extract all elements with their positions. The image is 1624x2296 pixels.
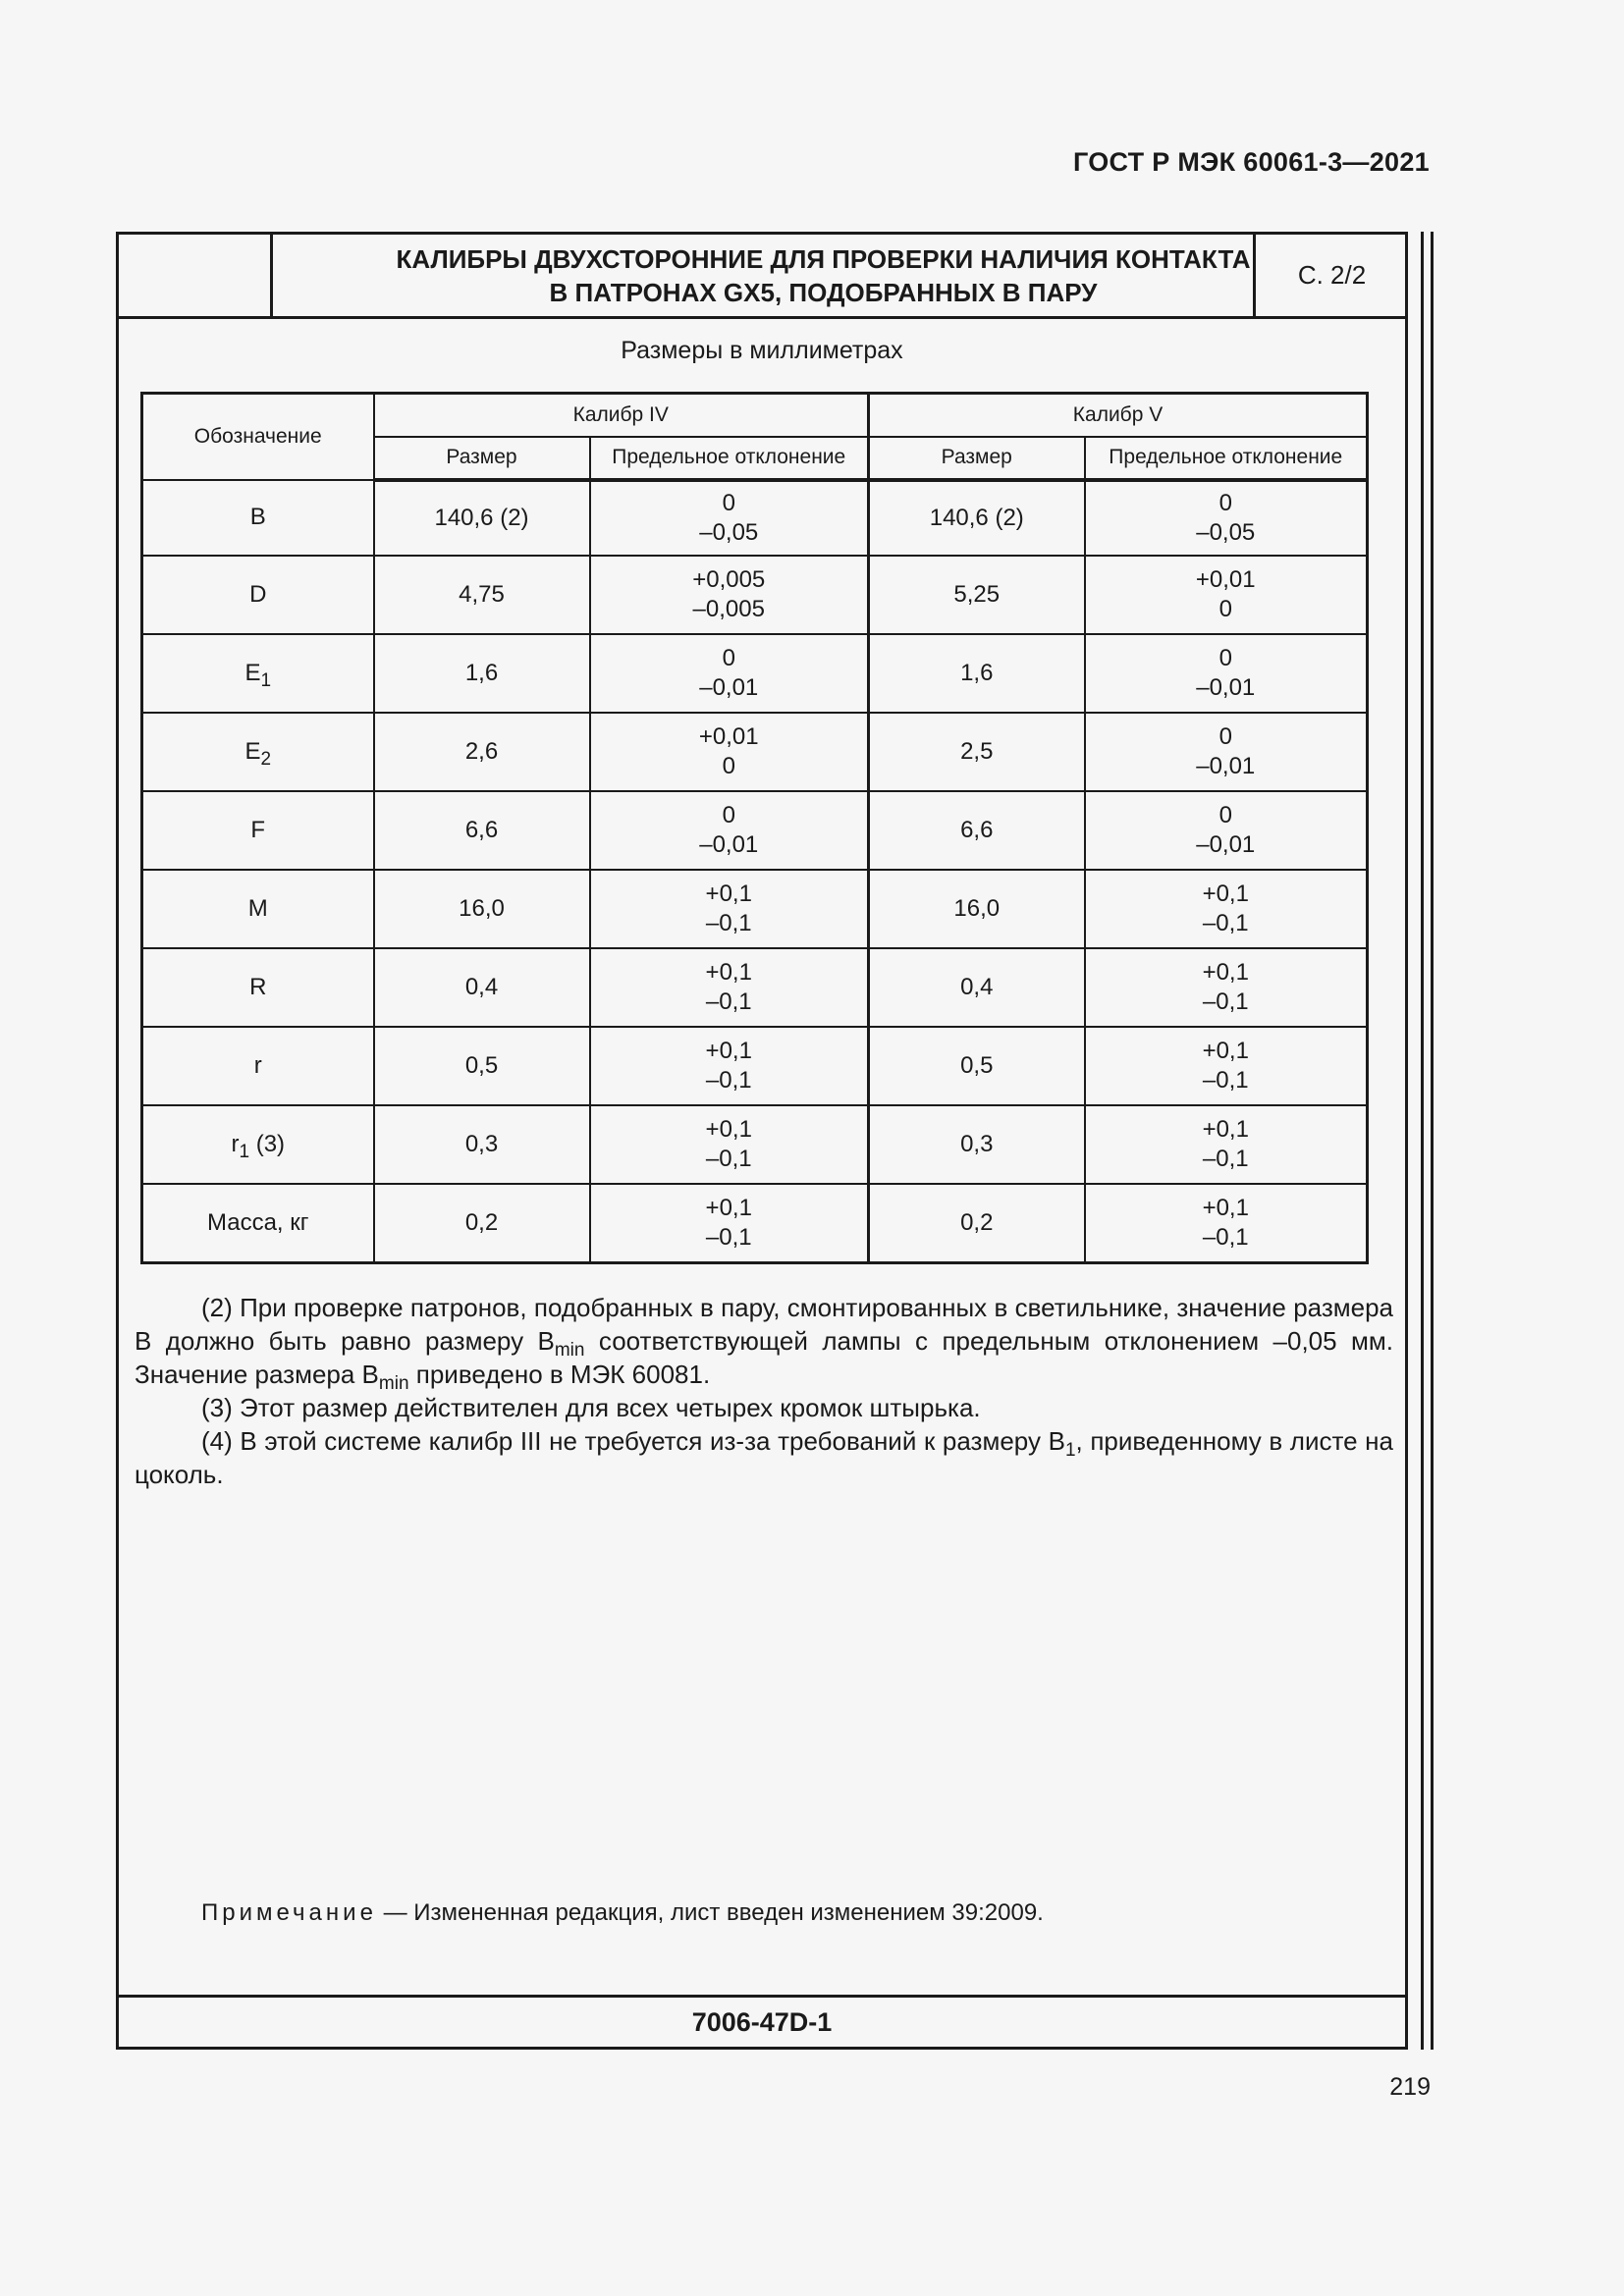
tolerance-upper: 0 bbox=[722, 489, 735, 516]
sheet-title-line-1: КАЛИБРЫ ДВУХСТОРОННИЕ ДЛЯ ПРОВЕРКИ НАЛИЧИЯ КОНТАКТА bbox=[396, 243, 1251, 274]
header-gauge-iv: Калибр IV bbox=[374, 394, 869, 437]
designation-symbol: r bbox=[253, 1051, 262, 1079]
table-row bbox=[142, 1184, 1368, 1263]
cell-tolerance bbox=[590, 713, 869, 791]
sheet-title-line-2: В ПАТРОНАХ GX5, ПОДОБРАННЫХ В ПАРУ bbox=[549, 277, 1098, 307]
footnote-4-text: (4) В этой системе калибр III не требуется из-за требований к размеру B bbox=[201, 1426, 1065, 1456]
cell-size bbox=[869, 791, 1085, 870]
cell-designation bbox=[142, 634, 374, 713]
header-designation: Обозначение bbox=[142, 394, 374, 480]
cell-tolerance bbox=[1085, 480, 1368, 556]
tolerance-upper: 0 bbox=[1218, 801, 1232, 828]
cell-tolerance bbox=[1085, 948, 1368, 1027]
designation-symbol: D bbox=[249, 580, 267, 608]
remark bbox=[201, 1899, 1044, 1927]
size-value: 0,3 bbox=[960, 1130, 994, 1157]
cell-tolerance bbox=[590, 1184, 869, 1263]
cell-size bbox=[374, 870, 590, 948]
cell-tolerance bbox=[590, 948, 869, 1027]
tolerance-upper: +0,1 bbox=[705, 1194, 752, 1221]
size-value: 16,0 bbox=[459, 894, 505, 922]
cell-size bbox=[374, 1027, 590, 1105]
designation-symbol: Масса, кг bbox=[206, 1208, 309, 1236]
cell-tolerance bbox=[590, 1105, 869, 1184]
tolerance-upper: +0,01 bbox=[698, 722, 759, 750]
tolerance-upper: +0,1 bbox=[1202, 1037, 1249, 1064]
tolerance-lower: –0,005 bbox=[692, 595, 765, 622]
footnote-4-text: , приведенному в листе на цоколь. bbox=[135, 1426, 1394, 1489]
footnote-2 bbox=[135, 1291, 1393, 1394]
cell-tolerance bbox=[1085, 1027, 1368, 1105]
sheet-title bbox=[276, 235, 1371, 316]
table-row bbox=[142, 791, 1368, 870]
cell-tolerance bbox=[1085, 791, 1368, 870]
size-value: 0,4 bbox=[960, 973, 994, 1000]
remark-text: — Измененная редакция, лист введен изменением 39:2009. bbox=[376, 1899, 1044, 1926]
tolerance-lower: –0,1 bbox=[705, 1066, 752, 1094]
subscript: 2 bbox=[260, 748, 272, 770]
tolerance-lower: –0,1 bbox=[1202, 909, 1249, 936]
tolerance-lower: 0 bbox=[1218, 595, 1232, 622]
tolerance-upper: +0,1 bbox=[1202, 1194, 1249, 1221]
tolerance-lower: –0,1 bbox=[1202, 1066, 1249, 1094]
cell-designation bbox=[142, 948, 374, 1027]
size-value: 0,2 bbox=[464, 1208, 499, 1236]
frame-rail bbox=[1421, 232, 1424, 2050]
subscript: 1 bbox=[239, 1141, 250, 1162]
cell-tolerance bbox=[1085, 1184, 1368, 1263]
footnote-2-text: приведено в МЭК 60081. bbox=[408, 1360, 711, 1389]
subscript: 1 bbox=[1064, 1440, 1076, 1461]
table-row bbox=[142, 634, 1368, 713]
tolerance-lower: –0,05 bbox=[1196, 518, 1256, 546]
tolerance-lower: –0,1 bbox=[705, 988, 752, 1015]
table-row bbox=[142, 713, 1368, 791]
table-row bbox=[142, 480, 1368, 556]
tolerance-lower: –0,1 bbox=[1202, 988, 1249, 1015]
size-value: 0,4 bbox=[464, 973, 499, 1000]
remark-label: Примечание bbox=[201, 1899, 377, 1926]
tolerance-upper: +0,1 bbox=[1202, 958, 1249, 986]
header-size: Размер bbox=[374, 437, 590, 480]
tolerance-lower: –0,1 bbox=[705, 1145, 752, 1172]
cell-tolerance bbox=[590, 556, 869, 634]
cell-designation bbox=[142, 791, 374, 870]
cell-size bbox=[869, 713, 1085, 791]
cell-tolerance bbox=[590, 1027, 869, 1105]
tolerance-lower: –0,1 bbox=[705, 909, 752, 936]
table-row bbox=[142, 870, 1368, 948]
size-value: 2,6 bbox=[464, 737, 499, 765]
cell-size bbox=[869, 1105, 1085, 1184]
tolerance-upper: +0,1 bbox=[705, 880, 752, 907]
tolerance-lower: –0,05 bbox=[699, 518, 759, 546]
size-value: 16,0 bbox=[953, 894, 1001, 922]
footnote-2-text: соответствующей лампы с предельным отклонением –0,05 мм. Значение размера B bbox=[135, 1326, 1393, 1389]
size-value: 0,5 bbox=[464, 1051, 499, 1079]
sheet-code: 7006-47D-1 bbox=[119, 1995, 1405, 2047]
title-block bbox=[119, 235, 1405, 319]
designation-symbol: R bbox=[249, 973, 267, 1000]
cell-tolerance bbox=[1085, 1105, 1368, 1184]
tolerance-lower: –0,1 bbox=[1202, 1223, 1249, 1251]
size-value: 6,6 bbox=[464, 816, 499, 843]
cell-tolerance bbox=[1085, 870, 1368, 948]
cell-tolerance bbox=[590, 870, 869, 948]
tolerance-upper: +0,005 bbox=[692, 565, 766, 593]
table-row bbox=[142, 948, 1368, 1027]
cell-size bbox=[869, 1027, 1085, 1105]
tolerance-upper: +0,1 bbox=[705, 1115, 752, 1143]
tolerance-lower: –0,01 bbox=[699, 673, 759, 701]
footnote-2-text: (2) При проверке патронов, подобранных в пару, смонтированных в светильнике, значение размера B должно быть равно размеру B bbox=[135, 1293, 1393, 1356]
tolerance-lower: –0,01 bbox=[1196, 752, 1256, 779]
cell-size bbox=[869, 948, 1085, 1027]
tolerance-upper: 0 bbox=[722, 644, 735, 671]
designation-symbol: r bbox=[231, 1130, 240, 1157]
table-row bbox=[142, 1105, 1368, 1184]
size-value: 0,2 bbox=[960, 1208, 994, 1236]
cell-tolerance bbox=[1085, 713, 1368, 791]
size-value: 1,6 bbox=[960, 659, 994, 686]
size-value: 1,6 bbox=[464, 659, 499, 686]
page-number: 219 bbox=[1389, 2073, 1431, 2101]
designation-symbol: B bbox=[249, 504, 266, 530]
table-body bbox=[142, 480, 1368, 1263]
footnotes bbox=[135, 1291, 1393, 1491]
tolerance-lower: –0,01 bbox=[1196, 673, 1256, 701]
cell-size bbox=[869, 634, 1085, 713]
cell-size bbox=[374, 791, 590, 870]
footnote-3: (3) Этот размер действителен для всех четырех кромок штырька. bbox=[201, 1393, 981, 1422]
cell-designation bbox=[142, 870, 374, 948]
sheet-frame bbox=[116, 232, 1408, 2050]
header-gauge-v: Калибр V bbox=[869, 394, 1368, 437]
tolerance-lower: –0,01 bbox=[1196, 830, 1256, 858]
cell-designation bbox=[142, 1105, 374, 1184]
cell-designation bbox=[142, 556, 374, 634]
subscript: min bbox=[378, 1373, 409, 1394]
cell-size bbox=[374, 634, 590, 713]
cell-tolerance bbox=[1085, 634, 1368, 713]
header-size: Размер bbox=[869, 437, 1085, 480]
size-value: 4,75 bbox=[459, 580, 505, 608]
cell-size bbox=[869, 556, 1085, 634]
designation-symbol: E bbox=[244, 737, 261, 765]
tolerance-lower: 0 bbox=[722, 752, 735, 779]
sheet-number: С. 2/2 bbox=[1253, 235, 1408, 316]
size-value: 2,5 bbox=[960, 737, 994, 765]
tolerance-upper: +0,1 bbox=[705, 958, 752, 986]
cell-designation bbox=[142, 713, 374, 791]
cell-tolerance bbox=[590, 634, 869, 713]
cell-designation bbox=[142, 1184, 374, 1263]
tolerance-lower: –0,1 bbox=[1202, 1145, 1249, 1172]
units-caption: Размеры в миллиметрах bbox=[621, 337, 903, 364]
cell-size bbox=[374, 713, 590, 791]
tolerance-upper: +0,1 bbox=[705, 1037, 752, 1064]
cell-size bbox=[374, 1184, 590, 1263]
table-row bbox=[142, 1027, 1368, 1105]
header-tolerance: Предельное отклонение bbox=[1085, 437, 1368, 480]
tolerance-lower: –0,01 bbox=[699, 830, 759, 858]
size-value: 0,5 bbox=[960, 1051, 994, 1079]
frame-rail bbox=[1431, 232, 1434, 2050]
size-value: 6,6 bbox=[960, 816, 994, 843]
size-value: 0,3 bbox=[464, 1130, 499, 1157]
subscript: 1 bbox=[260, 669, 272, 691]
cell-tolerance bbox=[1085, 556, 1368, 634]
cell-size bbox=[374, 480, 590, 556]
cell-tolerance bbox=[590, 480, 869, 556]
dimensions-table bbox=[140, 392, 1369, 1264]
size-value: 5,25 bbox=[953, 580, 1001, 608]
cell-size bbox=[374, 948, 590, 1027]
tolerance-upper: 0 bbox=[1218, 644, 1232, 671]
tolerance-upper: +0,01 bbox=[1195, 565, 1256, 593]
cell-tolerance bbox=[590, 791, 869, 870]
subscript: min bbox=[554, 1340, 585, 1361]
tolerance-upper: 0 bbox=[722, 801, 735, 828]
header-tolerance: Предельное отклонение bbox=[590, 437, 869, 480]
cell-designation bbox=[142, 1027, 374, 1105]
cell-designation bbox=[142, 480, 374, 556]
document-standard-header: ГОСТ Р МЭК 60061-3—2021 bbox=[1072, 147, 1430, 177]
designation-symbol: E bbox=[244, 659, 261, 686]
footnote-4 bbox=[135, 1424, 1393, 1491]
tolerance-upper: 0 bbox=[1218, 722, 1232, 750]
size-value: 140,6 (2) bbox=[929, 504, 1024, 531]
cell-size bbox=[869, 870, 1085, 948]
cell-size bbox=[374, 556, 590, 634]
tolerance-upper: +0,1 bbox=[1202, 880, 1249, 907]
title-left-cell bbox=[119, 235, 273, 316]
cell-size bbox=[374, 1105, 590, 1184]
designation-symbol: F bbox=[250, 816, 266, 843]
table-row bbox=[142, 556, 1368, 634]
designation-symbol: M bbox=[247, 894, 268, 922]
designation-suffix: (3) bbox=[249, 1130, 286, 1157]
tolerance-upper: 0 bbox=[1218, 489, 1232, 516]
tolerance-upper: +0,1 bbox=[1202, 1115, 1249, 1143]
cell-size bbox=[869, 1184, 1085, 1263]
cell-size bbox=[869, 480, 1085, 556]
tolerance-lower: –0,1 bbox=[705, 1223, 752, 1251]
size-value: 140,6 (2) bbox=[434, 504, 529, 531]
